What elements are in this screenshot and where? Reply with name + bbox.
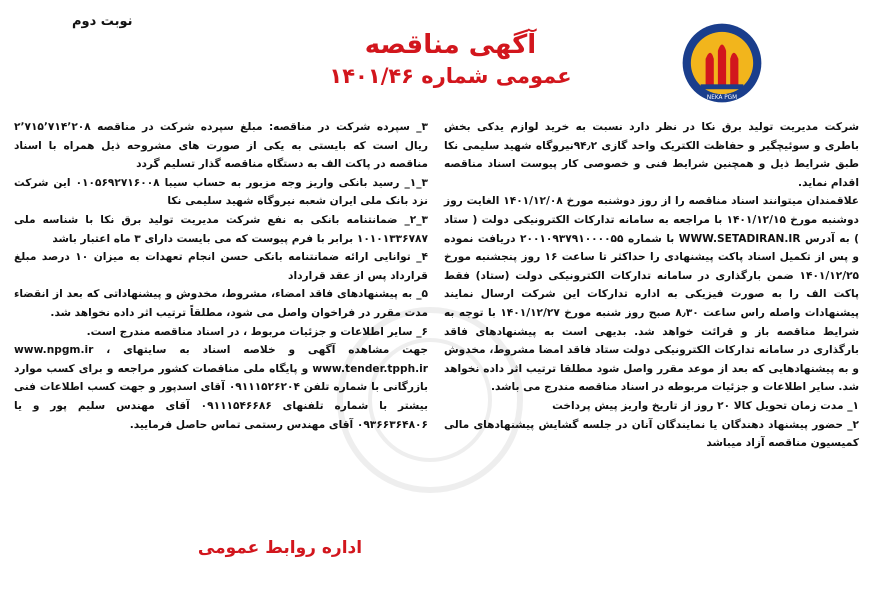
- attendance-item: ۲_ حضور پیشنهاد دهندگان یا نمایندگان آنان در جلسه گشایش پیشنهادهای مالی کمیسیون مناقصه آزاد میباشد: [444, 418, 859, 450]
- tender-number: عمومی شماره ۱۴۰۱/۴۶: [329, 64, 572, 88]
- page-title: آگهی مناقصه: [364, 30, 537, 60]
- deposit-item: ۳_ سپرده شرکت در مناقصه: مبلغ سپرده شرکت در مناقصه ۲٬۷۱۵٬۷۱۴٬۲۰۸ ریال است که بایستی به یکی از صورت های مشروحه ذیل همراه با اسناد مناقصه در پاکت الف به دستگاه مناقصه گذار تسلیم گردد: [14, 121, 428, 171]
- public-relations-signature: اداره روابط عمومی: [197, 538, 363, 558]
- documents-paragraph: علاقمندان میتوانند اسناد مناقصه را از روز دوشنبه مورخ ۱۴۰۱/۱۲/۰۸ الغایت روز دوشنبه مورخ ۱۴۰۱/۱۲/۱۵ با مراجعه به سامانه تدارکات الکترونیکی دولت ( ستاد ) به آدرس WWW.SETADIRAN.IR با شماره ۲۰۰۱۰۹۳۷۹۱۰۰۰۰۵۵ دریافت نموده و پس از تکمیل اسناد پاکت پیشنهادی را حداکثر تا ساعت ۱۶ روز پنجشنبه مورخ ۱۴۰۱/۱۲/۲۵ ضمن بارگذاری در سامانه تدارکات الکترونیکی دولت (ستاد) فقط پاکت الف را به صورت فیزیکی به اداره تدارکات این شرکت ارسال نمایند پیشنهادات واصله راس ساعت ۸٫۳۰ صبح روز شنبه مورخ ۱۴۰۱/۱۲/۲۷ با توجه به شرایط مناقصه باز و قرائت خواهد شد. بدیهی است به پیشنهادهای فاقد بارگذاری در سامانه تدارکات الکترونیکی دولت ستاد فاقد امضا مشروط، مخدوش و به پیشنهادهایی که بعد از موعد مقرر واصل شود مطلقا ترتیب اثر داده نخواهد شد. سایر اطلاعات و جزئیات مربوطه در اسناد مناقصه مندرج می باشد.: [444, 195, 860, 394]
- other-info-item: ۶_ سایر اطلاعات و جزئیات مربوط ، در اسناد مناقصه مندرج است.: [86, 325, 428, 338]
- logo-caption: NEKA PGM: [706, 95, 738, 102]
- intro-paragraph: شرکت مدیریت تولید برق نکا در نظر دارد نسبت به خرید لوازم یدکی بخش باطری و سوئیچگیر و حفاظت الکتریک واحد گازی ۹۴٫۲نیروگاه شهید سلیمی نکا طبق شرایط ذیل و همچنین شرایط فنی و خصوصی کار پیوست اسناد مناقصه اقدام نماید.: [444, 121, 859, 189]
- deposit-receipt-item: ۳_۱_ رسید بانکی واریز وجه مزبور به حساب سیبا ۰۱۰۵۶۹۲۷۱۶۰۰۸ این شرکت نزد بانک ملی ایران شعبه نیروگاه شهید سلیمی نکا: [14, 176, 428, 208]
- performance-guarantee-item: ۴_ توانایی ارائه ضمانتنامه بانکی حسن انجام تعهدات به میزان ۱۰ درصد مبلغ قرارداد پس از عقد قرارداد: [14, 251, 428, 282]
- left-column: [14, 118, 428, 434]
- contact-paragraph: جهت مشاهده آگهی و خلاصه اسناد به سایتهای www.npgm.ir ، www.tender.tpph.ir و پایگاه ملی مناقصات کشور مراجعه و برای کسب موارد بازرگانی با شماره تلفن ۰۹۱۱۱۵۲۶۲۰۴ آقای اسدپور و جهت کسب اطلاعات فنی بیشتر با شماره تلفنهای ۰۹۱۱۱۵۴۶۶۸۶ آقای مهندس سلیم پور و یا ۰۹۳۶۶۳۶۴۸۰۶ آقای مهندس رستمی تماس حاصل فرمایید.: [14, 344, 429, 431]
- invalid-bids-item: ۵_ به پیشنهادهای فاقد امضاء، مشروط، مخدوش و پیشنهاداتی که بعد از انقضاء مدت مقرر در فراخوان واصل می شود، مطلقاً ترتیب اثر داده نخواهد شد.: [14, 288, 428, 319]
- publication-turn: نوبت دوم: [72, 14, 133, 29]
- bank-guarantee-item: ۳_۲_ ضمانتنامه بانکی به نفع شرکت مدیریت تولید برق نکا با شناسه ملی ۱۰۱۰۱۳۳۶۷۸۷ برابر با فرم پیوست که می بایست دارای ۳ ماه اعتبار باشد: [14, 213, 428, 245]
- right-column: [444, 118, 859, 453]
- delivery-time-item: ۱_ مدت زمان تحویل کالا ۲۰ روز از تاریخ واریز پیش پرداخت: [552, 399, 859, 412]
